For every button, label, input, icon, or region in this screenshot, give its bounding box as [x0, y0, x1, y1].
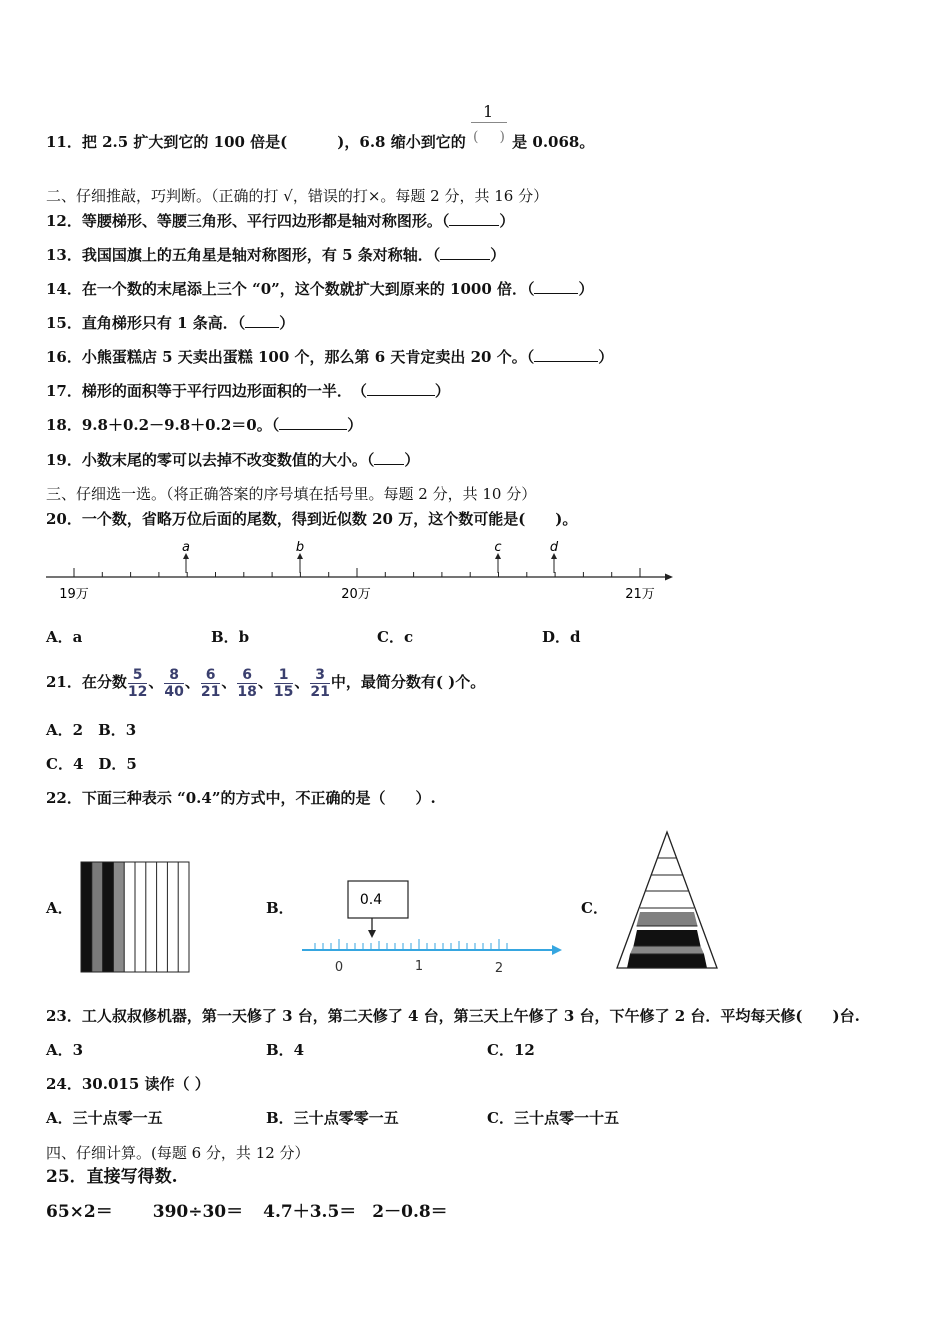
q11-fraction: 1 ( )	[472, 102, 505, 145]
q24-option-b[interactable]: B．三十点零零一五	[266, 1109, 399, 1127]
calc-item[interactable]: 2－0.8＝	[372, 1202, 448, 1222]
q20-option-a[interactable]: A．a	[46, 628, 83, 646]
calc-row	[46, 1202, 448, 1222]
point-label: b	[295, 540, 305, 555]
judge-text: 15．直角梯形只有 1 条高．（	[46, 314, 246, 332]
axis-label-2: 2	[494, 961, 504, 976]
fraction-denominator: 21	[310, 683, 330, 700]
answer-blank[interactable]	[440, 245, 490, 260]
answer-blank[interactable]	[367, 381, 435, 396]
q22-option-b-label[interactable]: B．	[266, 899, 294, 917]
q11-suffix: 是 0.068。	[512, 133, 595, 151]
q11-fraction-numerator: 1	[482, 102, 494, 121]
judge-item	[46, 279, 594, 299]
fraction-numerator: 6	[201, 667, 220, 684]
q23-option-c[interactable]: C．12	[487, 1041, 535, 1059]
q21-options-row2[interactable]: C．4 D．5	[46, 755, 137, 773]
point-a	[182, 540, 190, 573]
judge-text: 19．小数末尾的零可以去掉不改变数值的大小。（	[46, 451, 375, 469]
judge-end: ）	[499, 212, 515, 230]
fraction	[274, 667, 293, 700]
separator: 、	[221, 673, 237, 691]
section-3-heading: 三、仔细选一选。（将正确答案的序号填在括号里。每题 2 分，共 10 分）	[46, 485, 537, 503]
value-box-label: 0.4	[359, 892, 383, 908]
q24-option-a[interactable]: A．三十点零一五	[46, 1109, 163, 1127]
judge-text: 14．在一个数的末尾添上三个 “0”，这个数就扩大到原来的 1000 倍．（	[46, 280, 535, 298]
separator: 、	[184, 673, 200, 691]
judge-item	[46, 211, 514, 231]
fraction-denominator: 40	[164, 683, 184, 700]
fraction-numerator: 1	[274, 667, 293, 684]
fraction-denominator: 18	[237, 683, 257, 700]
q23-option-a[interactable]: A．3	[46, 1041, 84, 1059]
q22-option-c-label[interactable]: C．	[581, 899, 608, 917]
q22-option-a-label[interactable]: A．	[46, 899, 73, 917]
fraction	[310, 667, 329, 700]
calc-item[interactable]: 390÷30＝	[152, 1202, 244, 1222]
judge-item	[46, 381, 450, 401]
question-24: 24．30.015 读作（ ）	[46, 1075, 210, 1093]
q21-prefix: 21．在分数	[46, 673, 127, 691]
q22-figure-c-triangle	[612, 828, 722, 974]
question-21	[46, 662, 485, 702]
point-label: d	[549, 540, 559, 555]
axis-label-21w: 21万	[625, 587, 655, 602]
fraction-denominator: 12	[127, 683, 148, 700]
fraction-numerator: 6	[237, 667, 256, 684]
point-c	[494, 540, 501, 573]
point-b	[296, 540, 304, 573]
fraction-denominator: 15	[273, 683, 294, 700]
question-20: 20．一个数，省略万位后面的尾数，得到近似数 20 万，这个数可能是( )。	[46, 510, 578, 528]
judge-end: ）	[434, 382, 450, 400]
separator: 、	[148, 673, 164, 691]
number-line	[40, 535, 680, 607]
q23-option-b[interactable]: B．4	[266, 1041, 305, 1059]
judge-item	[46, 450, 419, 470]
judge-text: 12．等腰梯形、等腰三角形、平行四边形都是轴对称图形。（	[46, 212, 450, 230]
point-label: a	[182, 540, 190, 555]
judge-text: 18．9.8＋0.2－9.8＋0.2＝0。（	[46, 416, 280, 434]
section-2-heading: 二、仔细推敲，巧判断。（正确的打 √，错误的打×。每题 2 分，共 16 分）	[46, 187, 549, 205]
q11-mid: )，6.8 缩小到它的	[337, 133, 466, 151]
judge-item	[46, 415, 362, 435]
answer-blank[interactable]	[534, 347, 598, 362]
answer-blank[interactable]	[449, 211, 499, 226]
fraction-numerator: 5	[128, 667, 147, 684]
axis-label-1: 1	[414, 959, 424, 974]
q20-option-d[interactable]: D．d	[542, 628, 581, 646]
judge-end: ）	[598, 348, 614, 366]
judge-end: ）	[578, 280, 594, 298]
axis-label-19w: 19万	[59, 587, 89, 602]
q22-figure-b-numberline	[298, 876, 566, 980]
judge-item	[46, 313, 294, 333]
axis-label-0: 0	[334, 960, 344, 975]
calc-item[interactable]: 4.7＋3.5＝	[263, 1202, 357, 1222]
judge-item	[46, 347, 613, 367]
question-11	[46, 102, 595, 152]
q11-prefix: 11．把 2.5 扩大到它的 100 倍是(	[46, 133, 288, 151]
question-22: 22．下面三种表示 “0.4”的方式中，不正确的是（ ）.	[46, 789, 436, 807]
judge-text: 13．我国国旗上的五角星是轴对称图形，有 5 条对称轴．（	[46, 246, 441, 264]
section-4-heading: 四、仔细计算。(每题 6 分，共 12 分）	[46, 1144, 310, 1162]
separator: 、	[257, 673, 273, 691]
answer-blank[interactable]	[534, 279, 578, 294]
q22-figure-a-strips	[80, 860, 192, 974]
judge-text: 16．小熊蛋糕店 5 天卖出蛋糕 100 个，那么第 6 天肯定卖出 20 个。（	[46, 348, 535, 366]
point-d	[550, 540, 559, 573]
separator: 、	[294, 673, 310, 691]
answer-blank[interactable]	[374, 450, 404, 465]
calc-item[interactable]: 65×2＝	[46, 1202, 113, 1222]
q24-option-c[interactable]: C．三十点零一十五	[487, 1109, 619, 1127]
fraction	[237, 667, 256, 700]
axis-label-20w: 20万	[341, 587, 371, 602]
judge-end: ）	[490, 246, 506, 264]
question-23: 23．工人叔叔修机器，第一天修了 3 台，第二天修了 4 台，第三天上午修了 3 台，下午修了 2 台．平均每天修( )台.	[46, 1007, 860, 1025]
q20-option-b[interactable]: B．b	[211, 628, 250, 646]
q21-suffix: 中，最简分数有( )个。	[330, 673, 486, 691]
question-25-title: 25．直接写得数.	[46, 1167, 178, 1187]
fraction	[128, 667, 147, 700]
answer-blank[interactable]	[245, 313, 279, 328]
judge-end: ）	[404, 451, 420, 469]
judge-text: 17．梯形的面积等于平行四边形面积的一半． （	[46, 382, 367, 400]
fraction	[201, 667, 220, 700]
point-label: c	[494, 540, 502, 555]
judge-item	[46, 245, 505, 265]
fraction-denominator: 21	[200, 683, 221, 700]
q21-options-row1[interactable]: A．2 B．3	[46, 721, 137, 739]
judge-end: ）	[347, 416, 363, 434]
fraction-numerator: 8	[164, 667, 183, 684]
fraction	[164, 667, 183, 700]
answer-blank[interactable]	[279, 415, 347, 430]
fraction-numerator: 3	[310, 667, 329, 684]
q20-option-c[interactable]: C．c	[377, 628, 414, 646]
judge-end: ）	[279, 314, 295, 332]
